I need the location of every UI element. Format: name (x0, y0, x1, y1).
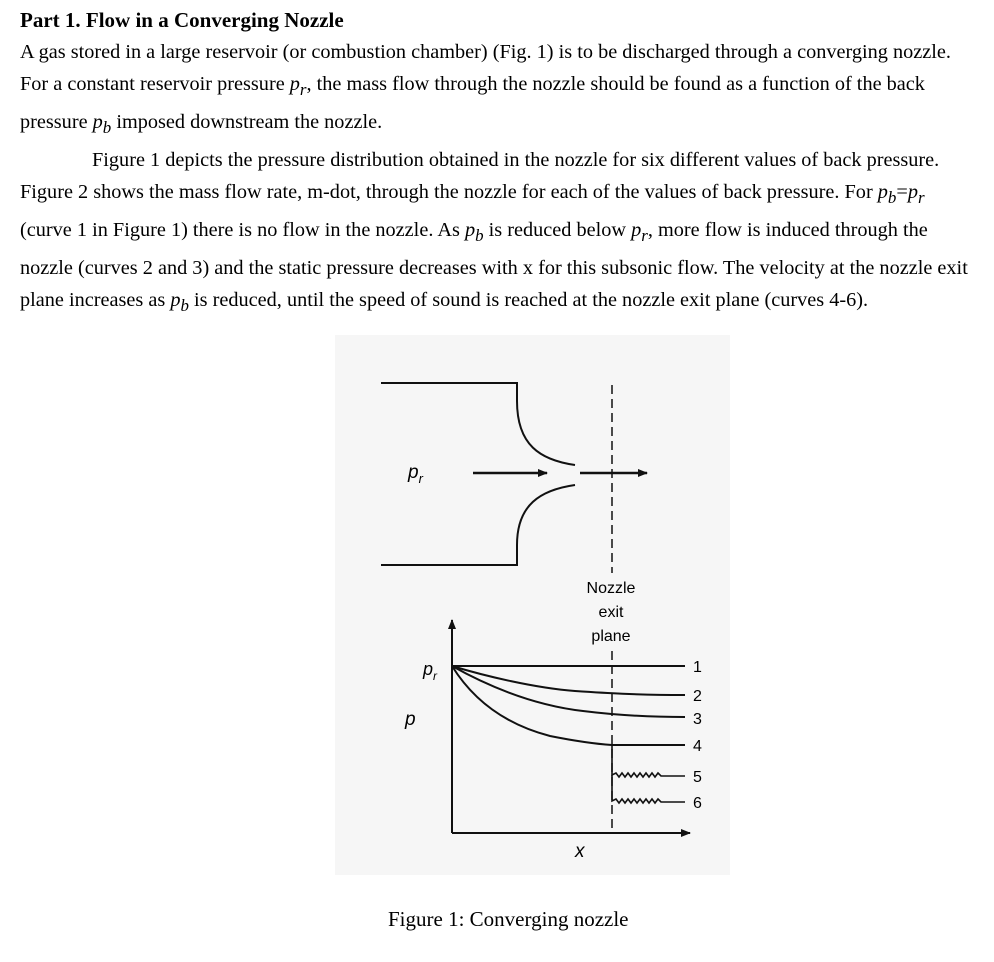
pr-axis-label: $p_r$ (423, 659, 438, 683)
pr-label: $p_r$ (408, 462, 423, 486)
converging-nozzle-figure (335, 335, 730, 875)
p2-text-5: is reduced, until the speed of sound is reached at the nozzle exit plane (curves 4-6). (188, 289, 869, 312)
p2-text-1: Figure 1 depicts the pressure distribution obtained in the nozzle for six different values of back pressure. Figure 2 shows the mass flow rate, m-dot, through the nozzle for each of the values of back pressure. For (20, 149, 940, 204)
exit-plane-label-2: exit (598, 604, 624, 621)
body-text (20, 36, 970, 322)
curve-label-2: 2 (693, 688, 702, 705)
p1-text-3: imposed downstream the nozzle. (111, 111, 383, 134)
p1-text-2: , the mass flow through the nozzle should be found as a function of the back pressure (20, 73, 925, 134)
exit-plane-label-1: Nozzle (586, 580, 636, 597)
curve-label-4: 4 (693, 738, 702, 755)
curve-label-1: 1 (693, 659, 702, 676)
symbol-equals: = (896, 181, 908, 204)
symbol-p-r: $p_r$ (907, 181, 925, 208)
p2-text-3: is reduced below (483, 219, 632, 242)
p2-text-2: (curve 1 in Figure 1) there is no flow in the nozzle. As (20, 219, 465, 242)
symbol-p-r: $p_r$ (631, 219, 648, 246)
figure-caption: Figure 1: Converging nozzle (388, 907, 629, 931)
curve-label-6: 6 (693, 795, 702, 812)
y-axis-label: p (405, 709, 416, 730)
symbol-p-b: $p_b$ (92, 111, 112, 138)
symbol-p-b: $p_b$ (170, 289, 189, 316)
p1-text-1: A gas stored in a large reservoir (or combustion chamber) (Fig. 1) is to be discharged through a converging nozzle. For a constant reservoir pressure (20, 41, 951, 95)
exit-plane-label-3: plane (591, 628, 631, 645)
x-axis-label: x (575, 841, 585, 862)
symbol-p-b: $p_b$ (464, 219, 484, 246)
p2-text-4: , more flow is induced through the nozzle (curves 2 and 3) and the static pressure decreases with x for this subsonic flow. The velocity at the nozzle exit plane increases as (20, 219, 968, 312)
symbol-p-r: $p_r$ (289, 73, 307, 100)
section-title: Part 1. Flow in a Converging Nozzle (20, 8, 344, 32)
curve-label-3: 3 (693, 711, 702, 728)
symbol-p-b: $p_b$ (877, 181, 897, 208)
curve-label-5: 5 (693, 769, 702, 786)
paragraph-1 (20, 36, 970, 144)
paragraph-2 (20, 144, 970, 322)
